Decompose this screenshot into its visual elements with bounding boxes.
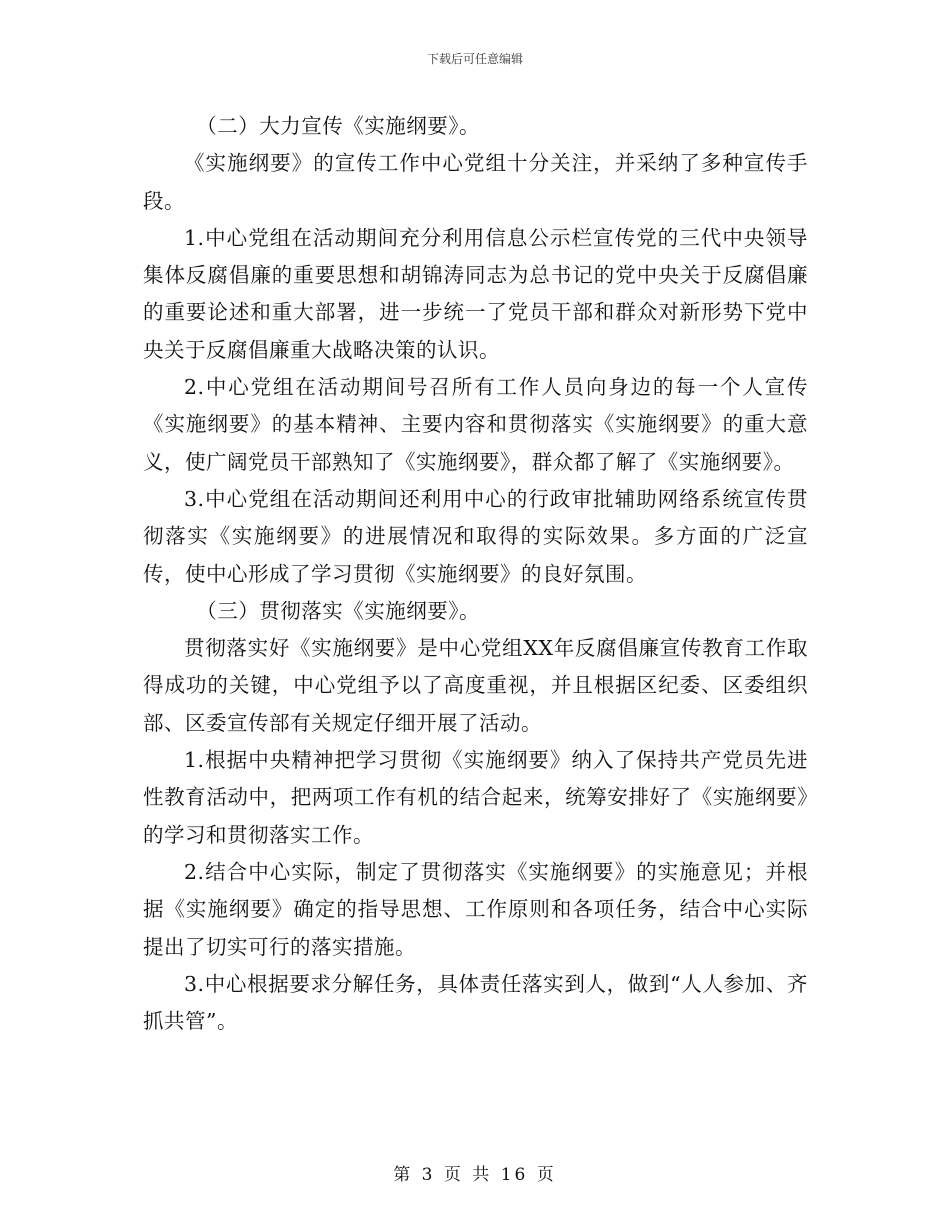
page-footer: 第 3 页 共 16 页: [393, 1165, 557, 1185]
paragraph: 3.中心根据要求分解任务，具体责任落实到人，做到“人人参加、齐抓共管”。: [143, 971, 808, 1034]
paragraph: 贯彻落实好《实施纲要》是中心党组XX年反腐倡廉宣传教育工作取得成功的关键，中心党组予以了高度重视，并且根据区纪委、区委组织部、区委宣传部有关规定仔细开展了活动。: [143, 636, 808, 735]
section-heading-3: （三）贯彻落实《实施纲要》。: [196, 598, 481, 623]
paragraph: 3.中心党组在活动期间还利用中心的行政审批辅助网络系统宣传贯彻落实《实施纲要》的进展情况和取得的实际效果。多方面的广泛宣传，使中心形成了学习贯彻《实施纲要》的良好氛围。: [143, 486, 808, 586]
document-body: [143, 108, 808, 1040]
paragraph: 1.中心党组在活动期间充分利用信息公示栏宣传党的三代中央领导集体反腐倡廉的重要思想和胡锦涛同志为总书记的党中央关于反腐倡廉的重要论述和重大部署，进一步统一了党员干部和群众对新形势下党中央关于反腐倡廉重大战略决策的认识。: [143, 225, 808, 362]
paragraph: 1.根据中央精神把学习贯彻《实施纲要》纳入了保持共产党员先进性教育活动中，把两项工作有机的结合起来，统筹安排好了《实施纲要》的学习和贯彻落实工作。: [143, 748, 808, 847]
paragraph: 2.结合中心实际，制定了贯彻落实《实施纲要》的实施意见；并根据《实施纲要》确定的指导思想、工作原则和各项任务，结合中心实际提出了切实可行的落实措施。: [143, 859, 808, 959]
paragraph: 《实施纲要》的宣传工作中心党组十分关注，并采纳了多种宣传手段。: [143, 151, 808, 213]
paragraph: 2.中心党组在活动期间号召所有工作人员向身边的每一个人宣传《实施纲要》的基本精神、主要内容和贯彻落实《实施纲要》的重大意义，使广阔党员干部熟知了《实施纲要》，群众都了解了《实施纲要》。: [143, 375, 808, 474]
page-header: 下载后可任意编辑: [426, 52, 523, 66]
section-heading-2: （二）大力宣传《实施纲要》。: [196, 114, 481, 138]
